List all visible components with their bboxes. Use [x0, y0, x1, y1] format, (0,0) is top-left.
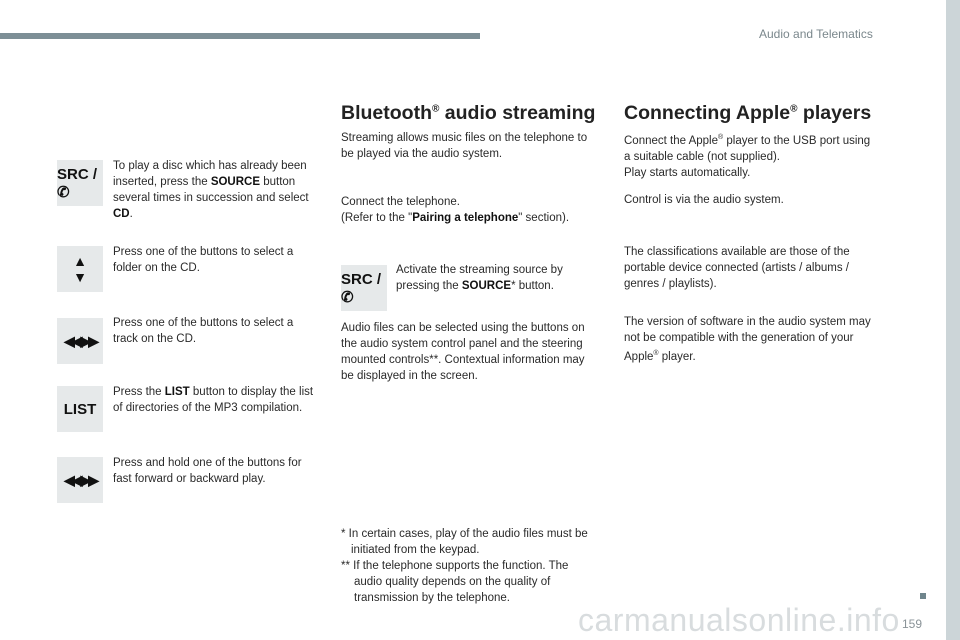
instruction-list: Press the LIST button to display the list of directories of the MP3 compilation.: [113, 386, 314, 414]
page-marker: [920, 593, 926, 599]
apple-heading: Connecting Apple® players: [624, 102, 872, 124]
instruction-select-folder: Press one of the buttons to select a folder on the CD.: [113, 246, 294, 274]
footnote-2: ** If the telephone supports the function. The audio quality depends on the quality of transmission by the telephone.: [341, 560, 569, 604]
src-button-icon: SRC / ✆: [57, 160, 103, 206]
bluetooth-activate: Activate the streaming source by pressing the SOURCE* button.: [396, 264, 563, 292]
page-number: 159: [902, 617, 923, 631]
src-button-icon: SRC / ✆: [341, 265, 387, 311]
seek-arrows-icon: ◀◀ ▶▶: [57, 457, 103, 503]
instruction-select-track: Press one of the buttons to select a track on the CD.: [113, 317, 294, 345]
bluetooth-intro: Streaming allows music files on the telephone to be played via the audio system.: [341, 132, 588, 160]
list-button-icon: LIST: [57, 386, 103, 432]
instruction-fast-forward: Press and hold one of the buttons for fast forward or backward play.: [113, 457, 302, 485]
header-bar: [0, 33, 480, 39]
up-down-arrows-icon: ▲ ▼: [57, 246, 103, 292]
watermark: carmanualsonline.info: [578, 602, 900, 638]
apple-connect: Connect the Apple® player to the USB port using a suitable cable (not supplied). Play starts automatically.: [624, 134, 871, 179]
bluetooth-audio-files: Audio files can be selected using the buttons on the audio system control panel and the steering mounted controls**. Contextual information may be displayed in the screen.: [341, 322, 585, 382]
footnote-1: * In certain cases, play of the audio files must be initiated from the keypad.: [341, 528, 588, 556]
page-edge-strip: [946, 0, 960, 640]
apple-classifications: The classifications available are those of the portable device connected (artists / albums / genres / playlists).: [624, 246, 850, 290]
bluetooth-connect: Connect the telephone. (Refer to the "Pairing a telephone" section).: [341, 196, 570, 224]
seek-arrows-icon: ◀◀ ▶▶: [57, 318, 103, 364]
bluetooth-heading: Bluetooth® audio streaming: [341, 102, 596, 124]
apple-control: Control is via the audio system.: [624, 194, 784, 206]
apple-compatibility: The version of software in the audio system may not be compatible with the generation of your Apple® player.: [624, 316, 871, 363]
instruction-play-disc: To play a disc which has already been inserted, press the SOURCE button several times in succession and select CD.: [113, 160, 309, 220]
section-title: Audio and Telematics: [759, 27, 873, 41]
